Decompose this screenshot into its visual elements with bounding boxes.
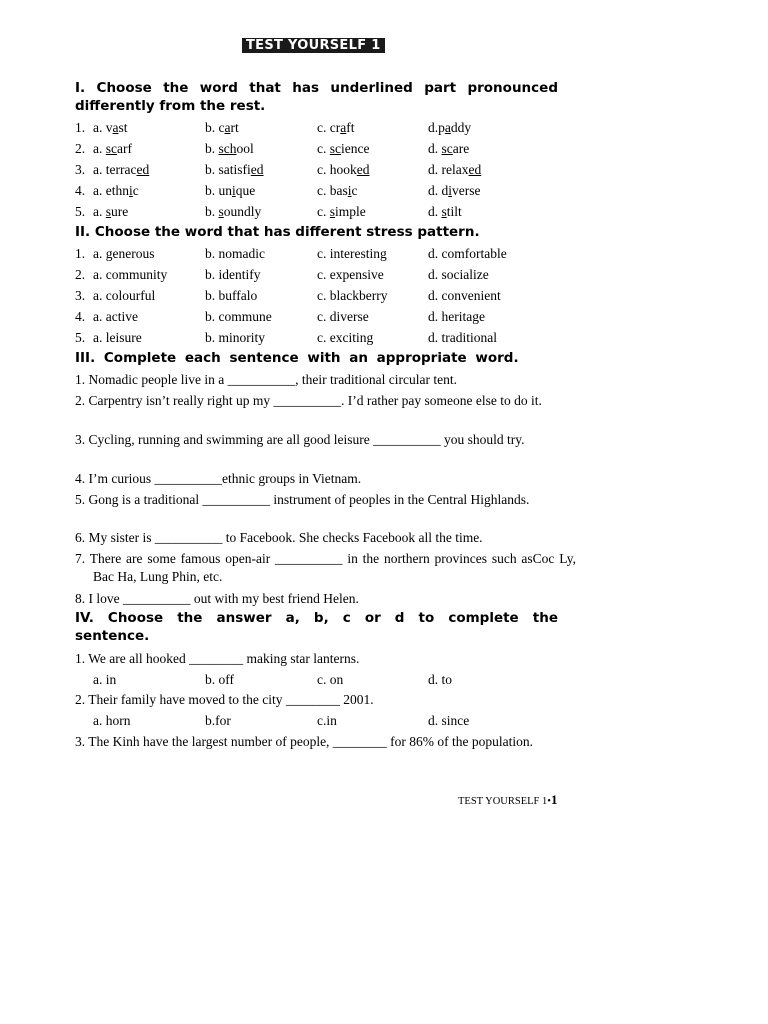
option-d: d. traditional	[428, 330, 497, 345]
option-a: a. generous	[93, 246, 155, 261]
underlined-part: sc	[441, 141, 453, 156]
option-a	[93, 159, 149, 180]
option-text: a.	[93, 141, 106, 156]
part1-question-row	[75, 117, 558, 138]
footer-separator: •	[547, 796, 551, 807]
question-number: 1.	[75, 246, 86, 261]
option-b: b. off	[205, 672, 234, 687]
option-a	[93, 180, 139, 201]
option-text: b.	[205, 204, 219, 219]
part4-question-2: 2. Their family have moved to the city ________ 2001.	[75, 692, 374, 707]
option-b: b. commune	[205, 309, 272, 324]
option-text: rt	[230, 120, 239, 135]
part2-question-row	[75, 327, 558, 348]
question-number: 5.	[75, 330, 86, 345]
option-text: b. satisfi	[205, 162, 251, 177]
option-b: b.for	[205, 713, 231, 728]
option-a	[93, 117, 128, 138]
part4-question-1: 1. We are all hooked ________ making star lanterns.	[75, 651, 360, 666]
option-c: c.in	[317, 713, 337, 728]
option-c	[317, 138, 369, 159]
underlined-part: s	[105, 204, 112, 219]
option-a: a. leisure	[93, 330, 142, 345]
underlined-part: a	[444, 120, 451, 135]
option-text: oundly	[223, 204, 262, 219]
part3-sentence-4: 4. I’m curious __________ethnic groups in Vietnam.	[75, 471, 362, 486]
option-a: a. in	[93, 672, 117, 687]
option-a: a. colourful	[93, 288, 156, 303]
option-text: c. bas	[317, 183, 348, 198]
underlined-part: ed	[250, 162, 264, 177]
underlined-part: a	[224, 120, 231, 135]
option-text: a. ethn	[93, 183, 129, 198]
option-text: ft	[346, 120, 355, 135]
underlined-part: i	[448, 183, 453, 198]
option-d	[428, 201, 462, 222]
question-number: 2.	[75, 267, 86, 282]
section-4-heading: IV. Choose the answer a, b, c or d to complete the sentence.	[75, 610, 558, 644]
option-text: ure	[111, 204, 129, 219]
question-number: 4.	[75, 183, 86, 198]
part3-sentence-2: 2. Carpentry isn’t really right up my __________. I’d rather pay someone else to do it.	[75, 393, 542, 408]
underlined-part: s	[441, 204, 447, 219]
part3-sentence-6: 6. My sister is __________ to Facebook. She checks Facebook all the time.	[75, 530, 483, 545]
part3-sentence-1: 1. Nomadic people live in a __________, their traditional circular tent.	[75, 372, 458, 387]
option-text: c. hook	[317, 162, 357, 177]
part1-question-row	[75, 180, 558, 201]
option-text: d.	[428, 204, 442, 219]
part1-question-row	[75, 159, 558, 180]
underlined-part: sc	[105, 141, 117, 156]
underlined-part: sc	[329, 141, 341, 156]
question-number: 1.	[75, 120, 86, 135]
option-c	[317, 117, 354, 138]
part3-sentence-8: 8. I love __________ out with my best friend Helen.	[75, 591, 359, 606]
option-c: c. interesting	[317, 246, 387, 261]
underlined-part: a	[340, 120, 347, 135]
option-text: c	[132, 183, 139, 198]
option-a: a. active	[93, 309, 138, 324]
option-a: a. horn	[93, 713, 131, 728]
underlined-part: i	[129, 183, 133, 198]
part4-options-2	[75, 710, 558, 731]
option-text: ience	[341, 141, 370, 156]
section-3-heading: III. Complete each sentence with an appropriate word.	[75, 350, 519, 366]
option-b: b. minority	[205, 330, 265, 345]
footer-label: TEST YOURSELF 1	[458, 796, 548, 807]
page-title: TEST YOURSELF 1	[242, 38, 385, 53]
part2-question-row	[75, 243, 558, 264]
option-text: d.p	[428, 120, 445, 135]
page-footer	[458, 792, 557, 808]
option-text: c.	[317, 204, 330, 219]
option-b	[205, 138, 254, 159]
option-d: d. to	[428, 672, 453, 687]
section-2-heading: II. Choose the word that has different stress pattern.	[75, 224, 480, 240]
option-c: c. on	[317, 672, 344, 687]
option-b	[205, 201, 261, 222]
option-b: b. buffalo	[205, 288, 258, 303]
question-number: 4.	[75, 309, 86, 324]
option-text: ddy	[450, 120, 472, 135]
underlined-part: ed	[468, 162, 482, 177]
page-number: 1	[550, 792, 558, 807]
option-d	[428, 159, 481, 180]
part4-options-1	[75, 669, 558, 690]
option-c: c. diverse	[317, 309, 369, 324]
option-text: b. c	[205, 120, 225, 135]
option-text: c	[351, 183, 358, 198]
part4-question-3: 3. The Kinh have the largest number of people, ________ for 86% of the population.	[75, 734, 534, 749]
option-a	[93, 138, 132, 159]
option-d: d. socialize	[428, 267, 489, 282]
option-text: b.	[205, 141, 219, 156]
option-text: que	[235, 183, 256, 198]
part2-question-row	[75, 285, 558, 306]
option-d: d. convenient	[428, 288, 501, 303]
part3-sentence-7: 7. There are some famous open-air __________ in the northern provinces such asCoc Ly, Bac Ha, Lung Phin, etc.	[75, 551, 576, 584]
option-d: d. since	[428, 713, 470, 728]
underlined-part: ed	[136, 162, 150, 177]
underlined-part: a	[112, 120, 119, 135]
option-a: a. community	[93, 267, 168, 282]
option-text: a. v	[93, 120, 113, 135]
underlined-part: sch	[218, 141, 237, 156]
underlined-part: s	[329, 204, 336, 219]
underlined-part: ed	[356, 162, 370, 177]
option-text: arf	[117, 141, 132, 156]
question-number: 5.	[75, 204, 86, 219]
option-text: c.	[317, 141, 330, 156]
option-text: d.	[428, 141, 442, 156]
underlined-part: i	[232, 183, 236, 198]
option-text: d. d	[428, 183, 449, 198]
option-text: verse	[452, 183, 481, 198]
part3-sentence-5: 5. Gong is a traditional __________ instrument of peoples in the Central Highlands.	[75, 492, 530, 507]
option-text: d. relax	[428, 162, 469, 177]
option-c: c. expensive	[317, 267, 384, 282]
option-b	[205, 117, 239, 138]
option-text: st	[118, 120, 128, 135]
part1-question-row	[75, 201, 558, 222]
option-c	[317, 159, 370, 180]
option-b: b. nomadic	[205, 246, 265, 261]
option-d	[428, 138, 469, 159]
option-text: imple	[335, 204, 366, 219]
question-number: 3.	[75, 162, 86, 177]
option-text: b. un	[205, 183, 232, 198]
option-a	[93, 201, 128, 222]
option-c: c. blackberry	[317, 288, 388, 303]
option-c	[317, 201, 366, 222]
option-b	[205, 180, 255, 201]
part3-sentence-3: 3. Cycling, running and swimming are all good leisure __________ you should try.	[75, 432, 525, 447]
part2-question-row	[75, 306, 558, 327]
option-b: b. identify	[205, 267, 261, 282]
option-b	[205, 159, 264, 180]
option-text: are	[452, 141, 470, 156]
option-d	[428, 117, 471, 138]
question-number: 3.	[75, 288, 86, 303]
option-text: a.	[93, 204, 106, 219]
option-d: d. comfortable	[428, 246, 507, 261]
option-d	[428, 180, 481, 201]
option-text: ool	[236, 141, 254, 156]
part2-question-row	[75, 264, 558, 285]
option-d: d. heritage	[428, 309, 485, 324]
option-c: c. exciting	[317, 330, 374, 345]
option-text: c. cr	[317, 120, 341, 135]
option-text: tilt	[446, 204, 462, 219]
section-1-heading: I. Choose the word that has underlined part pronounced differently from the rest.	[75, 80, 558, 114]
underlined-part: i	[347, 183, 352, 198]
option-c	[317, 180, 358, 201]
part1-question-row	[75, 138, 558, 159]
underlined-part: s	[218, 204, 224, 219]
option-text: a. terrac	[93, 162, 137, 177]
question-number: 2.	[75, 141, 86, 156]
